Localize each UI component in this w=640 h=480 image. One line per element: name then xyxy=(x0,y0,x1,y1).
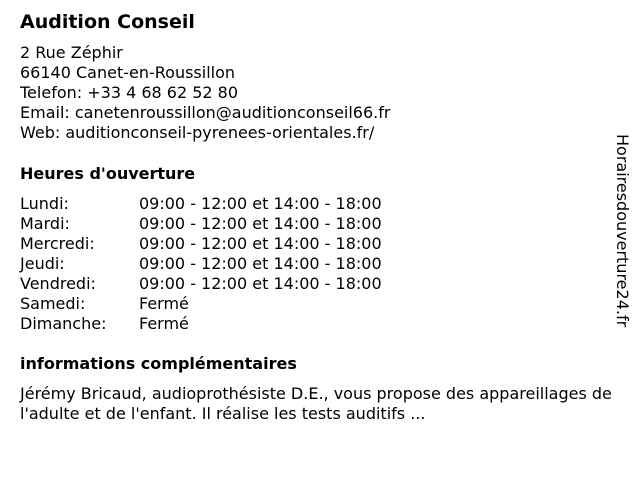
day-label: Samedi: xyxy=(20,294,86,313)
phone-number: Telefon: +33 4 68 62 52 80 xyxy=(20,83,239,102)
hours-value: Fermé xyxy=(139,314,189,333)
email-address: Email: canetenroussillon@auditionconseil66.fr xyxy=(20,103,391,122)
day-label: Vendredi: xyxy=(20,274,96,293)
hours-value: 09:00 - 12:00 et 14:00 - 18:00 xyxy=(139,254,382,273)
site-watermark: Horairesdouverture24.fr xyxy=(613,134,632,328)
day-label: Mercredi: xyxy=(20,234,95,253)
day-label: Jeudi: xyxy=(20,254,65,273)
street-address: 2 Rue Zéphir xyxy=(20,43,123,62)
city-address: 66140 Canet-en-Roussillon xyxy=(20,63,236,82)
hours-value: 09:00 - 12:00 et 14:00 - 18:00 xyxy=(139,234,382,253)
website-address: Web: auditionconseil-pyrenees-orientales.fr/ xyxy=(20,123,375,142)
hours-value: 09:00 - 12:00 et 14:00 - 18:00 xyxy=(139,194,382,213)
hours-value: 09:00 - 12:00 et 14:00 - 18:00 xyxy=(139,214,382,233)
hours-value: Fermé xyxy=(139,294,189,313)
additional-info-text: Jérémy Bricaud, audioprothésiste D.E., vous propose des appareillages de l'adulte et de l'enfant. Il réalise les tests auditifs ... xyxy=(20,384,612,423)
hours-value: 09:00 - 12:00 et 14:00 - 18:00 xyxy=(139,274,382,293)
additional-info-heading: informations complémentaires xyxy=(20,354,297,373)
opening-hours-heading: Heures d'ouverture xyxy=(20,164,196,183)
day-label: Dimanche: xyxy=(20,314,107,333)
business-name: Audition Conseil xyxy=(20,11,195,33)
day-label: Mardi: xyxy=(20,214,70,233)
day-label: Lundi: xyxy=(20,194,69,213)
contact-block xyxy=(20,43,390,143)
